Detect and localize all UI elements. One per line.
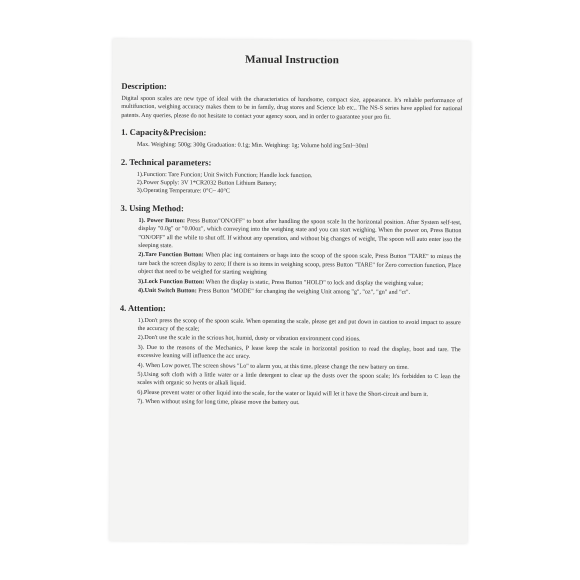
method-item-text: When the display is static, Press Button "HOLD" to lock and display the weighing value; <box>204 279 424 287</box>
method-item <box>120 251 461 279</box>
attention-item: 1).Don't press the scoop of the spoon scale. When operating the scale, please get and put down in caution to avoid impact to assure the accuracy of the scale; <box>137 317 461 333</box>
method-heading: 3. Using Method: <box>120 202 184 214</box>
attention-item: 2).Don't use the scale in the scrious hot, humid, dusty or vibration environment cond itions. <box>137 335 361 343</box>
page-title: Manual Instruction <box>245 53 340 67</box>
method-item-text: Press Button"ON/OFF" to boot after handling the spoon scale In the horizontal position. After System self-test, display "0.0g" or "0.00oz", which conveying into the weighing state and you can start weighing. When the power on, Press Button "ON/OFF" all the while to shut off. If without any operation, and without big changes of weight, The spoon will auto enter isso the sleeping state. <box>138 218 462 250</box>
method-item-label: 2).Tare Function Button: <box>138 252 204 259</box>
capacity-text: Max. Weighing: 500g; 300g Graduation: 0.1g; Min. Weighing: 1g; Volume hold ing:5ml~30ml <box>136 142 369 150</box>
capacity-heading: 1. Capacity&Precision: <box>121 127 207 138</box>
technical-heading: 2. Technical parameters: <box>120 156 212 168</box>
method-item-text: When plac ing containers or bags into the scoop of the spoon scale, Press Button "TARE" to minus the tare back the screen display to zero; If there is so items in weighing scoop, press Button "TARE" for Zero correction function, Place object that need to be weighed for starting weighting <box>138 252 462 277</box>
attention-item: 6).Please prevent water or other liquid into the scale, for the water or liquid will let it have the Short-circuit and burn it. <box>137 389 429 398</box>
description-section <box>121 81 462 123</box>
technical-item: 1).Function: Tare Funcion; Unit Switch Function; Handle lock function. <box>136 171 313 179</box>
description-text: Digital spoon scales are new type of ideal with the characteristics of handsome, compact size, appearance. It's reliable performance of multifunction, weighing accuracy makes them to be in family, drug stores and Science lab etc.. The NS-S series have applied for national patents. Any queries, please do not hesitate to contact your agency soon, and in order to guarantee your pro fit. <box>121 95 463 121</box>
method-item-label: 1). Power Button: <box>138 217 186 225</box>
technical-item: 2).Power Supply: 3V 1*CR2032 Button Lithium Battery; <box>136 179 277 187</box>
method-item <box>120 287 461 298</box>
attention-item: 7). When without using for long time, please move the battery out. <box>137 399 300 407</box>
attention-item: 4). When Low power, The screen shows "Lo" to alarm you, at this time, please change the new battery on time. <box>137 362 409 371</box>
method-section <box>120 203 462 298</box>
capacity-section <box>121 127 462 152</box>
attention-section <box>119 302 461 408</box>
attention-item: 5).Using soft cloth with a little water or a little detergent to clear up the dusts over the spoon scale; It's forbidden to C lean the scales with organic so lvents or alkali liquid. <box>137 371 461 388</box>
description-heading: Description: <box>121 80 167 92</box>
attention-item: 3). Due to the reasons of the Mechanics, P lease keep the scale in horizontal position to read the display, boot and tare. The excessive leaning will influence the acc uracy. <box>137 344 461 360</box>
method-item-label: 4).Unit Switch Button: <box>137 288 197 295</box>
technical-section <box>121 156 462 198</box>
method-item-text: Press Button "MODE" for changing the weighing Unit among "g", "oz", "gn" and "ct". <box>196 288 411 296</box>
method-item-label: 3).Lock Function Button: <box>138 278 205 286</box>
manual-page <box>109 39 470 543</box>
method-item <box>120 217 461 253</box>
technical-item: 3).Operating Temperature: 0°C~ 40°C <box>136 188 230 196</box>
attention-heading: 4. Attention: <box>119 302 166 313</box>
